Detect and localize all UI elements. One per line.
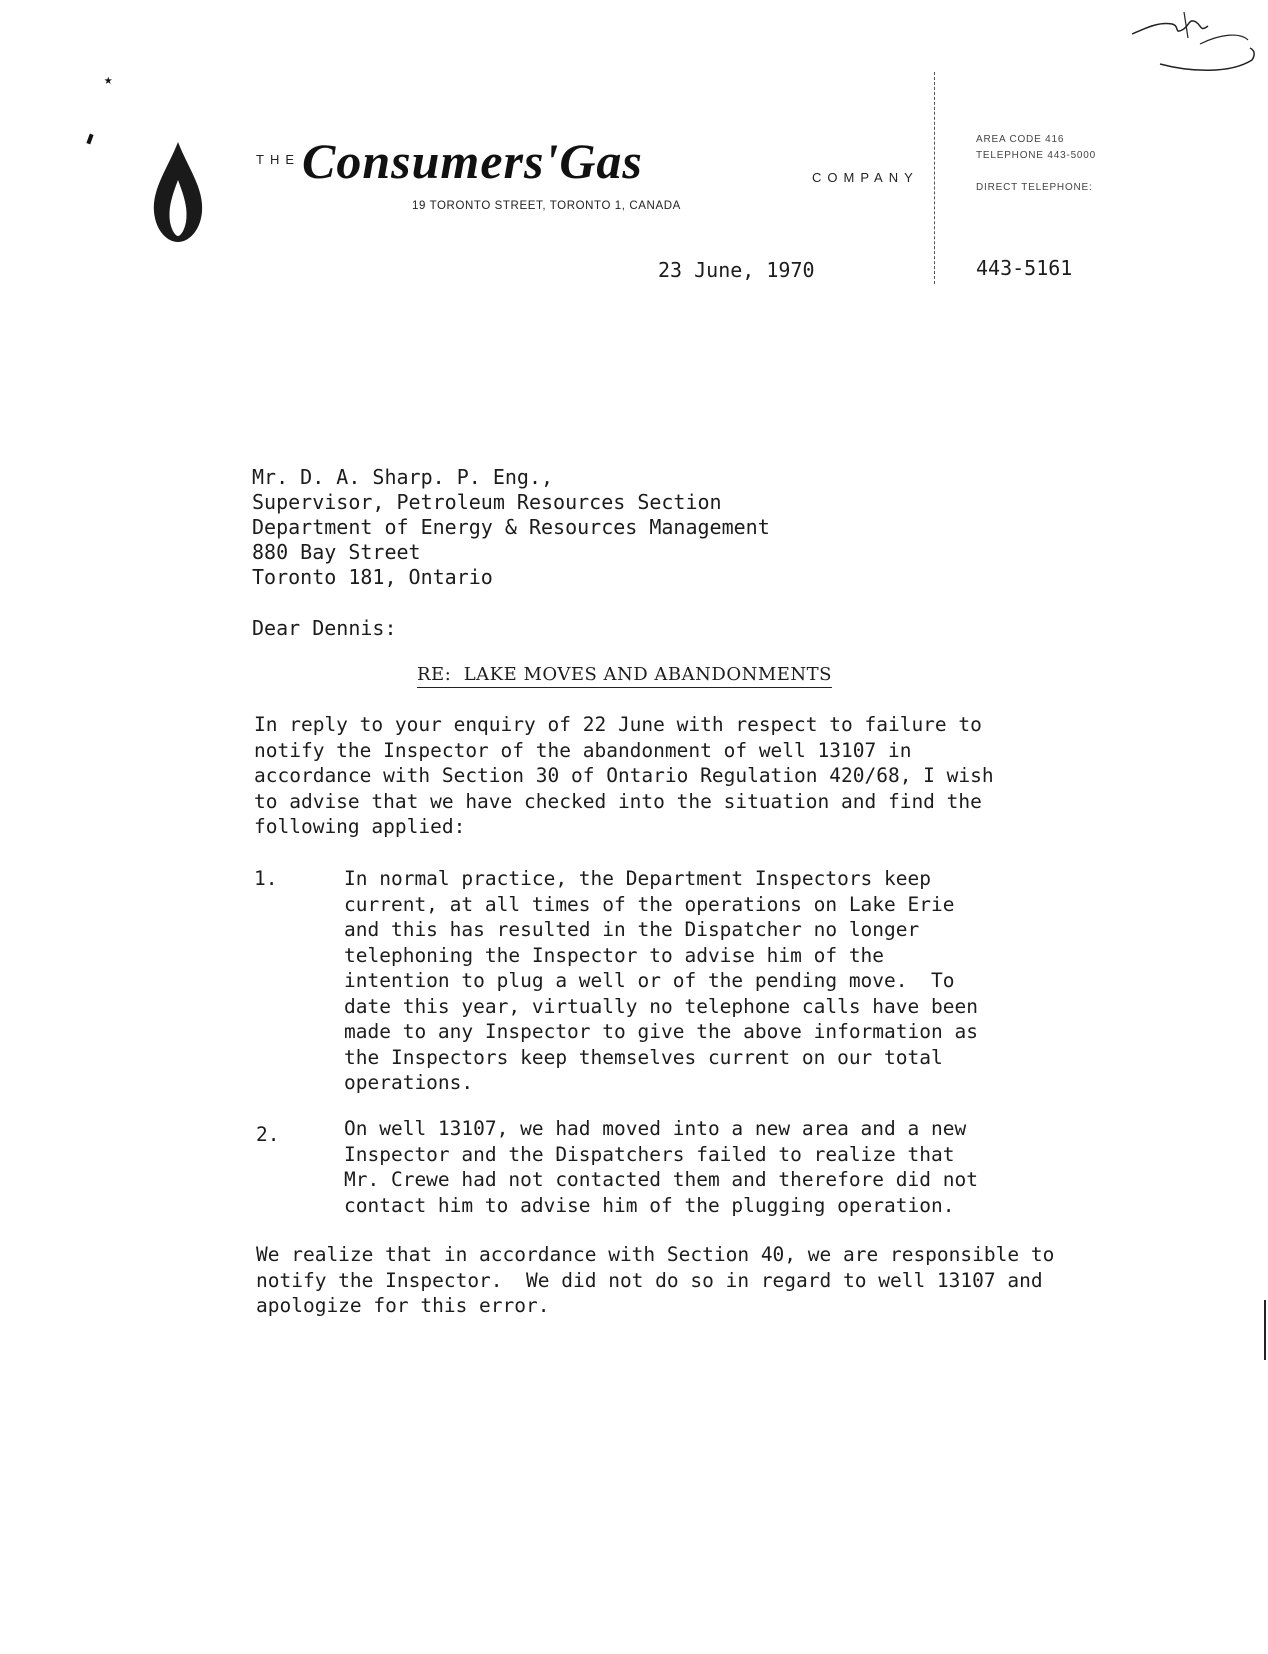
recipient-line: Mr. D. A. Sharp. P. Eng., [252, 465, 554, 489]
area-code: AREA CODE 416 [976, 134, 1065, 145]
recipient-address [252, 465, 770, 590]
item-text: In normal practice, the Department Inspectors keep current, at all times of the operations on Lake Erie and this has resulted in the Dispatcher no longer telephoning the Inspector to advise him of the intention to plug a well or of the pending move. To date this year, virtually no telephone calls have been made to any Inspector to give the above information as the Inspectors keep themselves current on our total operations. [344, 867, 978, 1094]
salutation: Dear Dennis: [252, 616, 397, 640]
direct-telephone-label: DIRECT TELEPHONE: [976, 182, 1093, 193]
letterhead-prefix: THE [256, 152, 300, 167]
company-address: 19 TORONTO STREET, TORONTO 1, CANADA [412, 200, 681, 212]
item-number: 2. [256, 1123, 280, 1146]
recipient-line: Toronto 181, Ontario [252, 565, 493, 589]
letter-date: 23 June, 1970 [658, 258, 815, 282]
direct-telephone-number: 443-5161 [976, 256, 1073, 280]
recipient-line: 880 Bay Street [252, 540, 421, 564]
letterhead-divider [934, 72, 935, 284]
wordmark-gas: Gas [559, 133, 643, 189]
intro-paragraph: In reply to your enquiry of 22 June with respect to failure to notify the Inspector of the abandonment of well 13107 in accordance with Section 30 of Ontario Regulation 420/68, I wish to advise that we have checked into the situation and find the following applied: [254, 713, 994, 838]
handwritten-initials [1130, 4, 1260, 76]
item-number: 1. [254, 867, 278, 890]
recipient-line: Supervisor, Petroleum Resources Section [252, 490, 722, 514]
flame-logo-icon [150, 140, 206, 244]
scan-mark [86, 134, 93, 145]
company-wordmark [302, 132, 643, 190]
closing-paragraph: We realize that in accordance with Section 40, we are responsible to notify the Inspector. We did not do so in regard to well 13107 and apologize for this error. [256, 1243, 1055, 1317]
item-text: On well 13107, we had moved into a new area and a new Inspector and the Dispatchers failed to realize that Mr. Crewe had not contacted them and therefore did not contact him to advise him of the plugging operation. [344, 1117, 978, 1217]
letterhead-suffix: COMPANY [812, 170, 919, 185]
scan-mark: ★ [104, 72, 113, 88]
subject-line: RE: LAKE MOVES AND ABANDONMENTS [417, 664, 832, 688]
main-telephone: TELEPHONE 443-5000 [976, 150, 1097, 161]
recipient-line: Department of Energy & Resources Management [252, 515, 770, 539]
wordmark-consumers: Consumers' [302, 133, 560, 189]
scan-edge-mark [1264, 1300, 1266, 1360]
